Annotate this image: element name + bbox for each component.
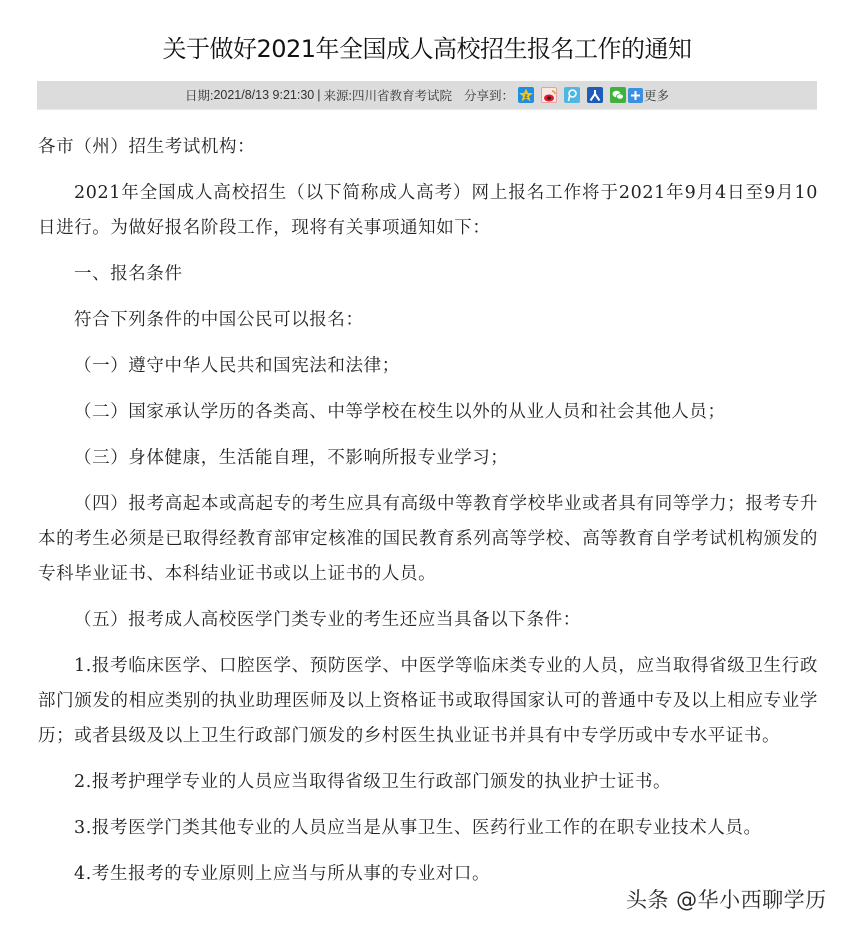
share-label: 分享到： [464, 89, 515, 103]
medical-condition-item: 3.报考医学门类其他专业的人员应当是从事卫生、医药行业工作的在职专业技术人员。 [74, 818, 762, 838]
medical-condition-item: 1.报考临床医学、口腔医学、预防医学、中医学等临床类专业的人员，应当取得省级卫生行政部门颁发的相应类别的执业助理医师及以上资格证书或取得国家认可的普通中专及以上相应专业学历；或者县级及以上卫生行政部门颁发的乡村医生执业证书并具有中专学历或中专水平证书。 [38, 656, 818, 746]
condition-item: （二）国家承认学历的各类高、中等学校在校生以外的从业人员和社会其他人员； [74, 402, 726, 422]
salutation: 各市（州）招生考试机构： [38, 137, 256, 157]
article-title: 关于做好2021年全国成人高校招生报名工作的通知 [162, 35, 692, 63]
medical-condition-item: 4.考生报考的专业原则上应当与所从事的专业对口。 [74, 864, 491, 884]
share-icons [518, 87, 633, 103]
condition-item: （四）报考高起本或高起专的考生应具有高级中等教育学校毕业或者具有同等学力；报考专升本的考生必须是已取得经教育部审定核准的国民教育系列高等学校、高等教育自学考试机构颁发的专科毕业证书、本科结业证书或以上证书的人员。 [38, 494, 818, 584]
article-body [38, 130, 818, 903]
publish-date: 2021/8/13 9:21:30 [213, 88, 315, 102]
share-more-button[interactable] [628, 86, 669, 104]
section-heading: 一、报名条件 [74, 264, 183, 284]
renren-icon[interactable] [587, 87, 603, 103]
date-label: 日期: [184, 89, 214, 103]
intro-paragraph: 2021年全国成人高校招生（以下简称成人高考）网上报名工作将于2021年9月4日至9月10日进行。为做好报名阶段工作，现将有关事项通知如下： [38, 183, 818, 238]
tencent-weibo-icon[interactable] [564, 87, 580, 103]
svg-text:z: z [524, 93, 528, 100]
weibo-icon[interactable] [541, 87, 557, 103]
qzone-icon[interactable] [518, 87, 534, 103]
plus-icon [628, 88, 643, 103]
condition-item: （五）报考成人高校医学门类专业的考生还应当具备以下条件： [74, 610, 581, 630]
article-meta-bar [37, 81, 817, 110]
condition-item: （三）身体健康，生活能自理，不影响所报专业学习； [74, 448, 509, 468]
source-label: 来源: [323, 89, 352, 103]
medical-condition-item: 2.报考护理学专业的人员应当取得省级卫生行政部门颁发的执业护士证书。 [74, 772, 672, 792]
watermark: 头条 @华小西聊学历 [626, 888, 827, 912]
more-label: 更多 [644, 89, 670, 103]
source-name: 四川省教育考试院 [351, 89, 452, 103]
wechat-icon[interactable] [610, 87, 626, 103]
meta-separator: | [317, 88, 321, 102]
section-lead: 符合下列条件的中国公民可以报名： [74, 310, 364, 330]
condition-item: （一）遵守中华人民共和国宪法和法律； [74, 356, 400, 376]
